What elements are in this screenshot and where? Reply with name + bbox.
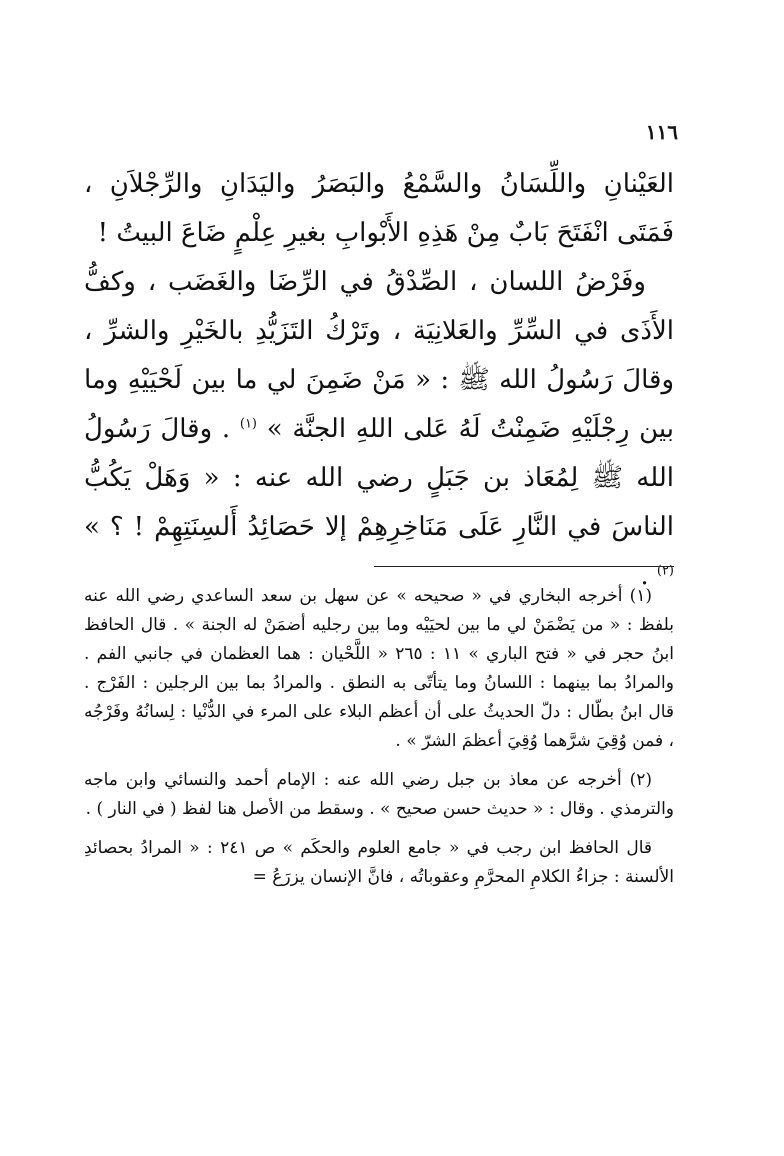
footnote-ref-2: (٢) <box>656 563 674 579</box>
main-paragraph-1 <box>84 160 674 258</box>
main-text <box>84 160 674 601</box>
footnote-ref-1: (١) <box>239 416 257 432</box>
main-paragraph-2 <box>84 258 674 601</box>
main-text-part-1: العَيْنانِ واللِّسَانُ والسَّمْعُ والبَصَرُ واليَدَانِ والرِّجْلاَنِ ، فَمَتَى انْفَتَحَ بَابٌ مِنْ هَذِهِ الأَبْوابِ بغيرِ عِلْمٍ ضَاعَ البيتُ ! <box>84 169 674 248</box>
footnotes <box>84 582 674 892</box>
main-text-part-3: وقالَ رَسُولُ الله ﷺ : « مَنْ ضَمِنَ لي ما بين لَحْيَيْهِ وما بين رِجْلَيْهِ ضَمِنْتُ لَهُ عَلى اللهِ الجنَّة » <box>84 365 675 444</box>
main-text-part-5: . <box>640 561 649 591</box>
main-text-part-2: وفَرْضُ اللسان ، الصِّدْقُ في الرِّضَا والغَضَب ، وكفُّ الأَذَى في السِّرِّ والعَلانِيَة ، وتَرْكُ التَزَيُّدِ بالخَيْرِ والشرِّ ، <box>84 267 674 346</box>
footnote-2: (٢) أخرجه عن معاذ بن جبل رضي الله عنه : الإمام أحمد والنسائي وابن ماجه والترمذي . وقال : « حديث حسن صحيح » . وسقط من الأصل هنا لفظ ( في النار ) . <box>84 770 674 819</box>
main-text-part-4: . وقالَ رَسُولُ الله ﷺ لِمُعَاذ بن جَبَلٍ رضي الله عنه : « وَهَلْ يَكُبُّ الناسَ في النَّارِ عَلَى مَنَاخِرِهِمْ إلا حَصَائِدُ أَلسِنَتِهِمْ ! ؟ » <box>84 414 674 542</box>
footnote-3: قال الحافظ ابن رجب في « جامع العلوم والحكَم » ص ٢٤١ : « المرادُ بحصائدِ الألسنة : جزاءُ الكلامِ المحرَّمِ وعقوباتُه ، فانَّ الإنسان يزرَعُ = <box>84 838 674 887</box>
footnote-1: (١) أخرجه البخاري في « صحيحه » عن سهل بن سعد الساعدي رضي الله عنه بلفظ : « من يَضْمَنْ لي ما بين لحيَيْه وما بين رجليه أضمَنْ له الجنة » . قال الحافظ ابنُ حجر في « فتح الباري » ١١ : ٢٦٥ « اللَّحْيان : هما العظمان في جانبي الفم . والمرادُ بما بينهما : اللسانُ وما يتأتّى به النطق . والمرادُ بما بين الرجلين : الفَرْج . قال ابنُ بطّال : دلّ الحديثُ على أن أعظم البلاء على المرء في الدُّنْيا : لِسانُهُ وفَرْجُه ، فمن وُقِيَ شرَّهما وُقِيَ أعظمَ الشرّ » . <box>84 586 675 751</box>
page-number: ١١٦ <box>645 120 678 144</box>
footnote-separator <box>374 566 674 567</box>
